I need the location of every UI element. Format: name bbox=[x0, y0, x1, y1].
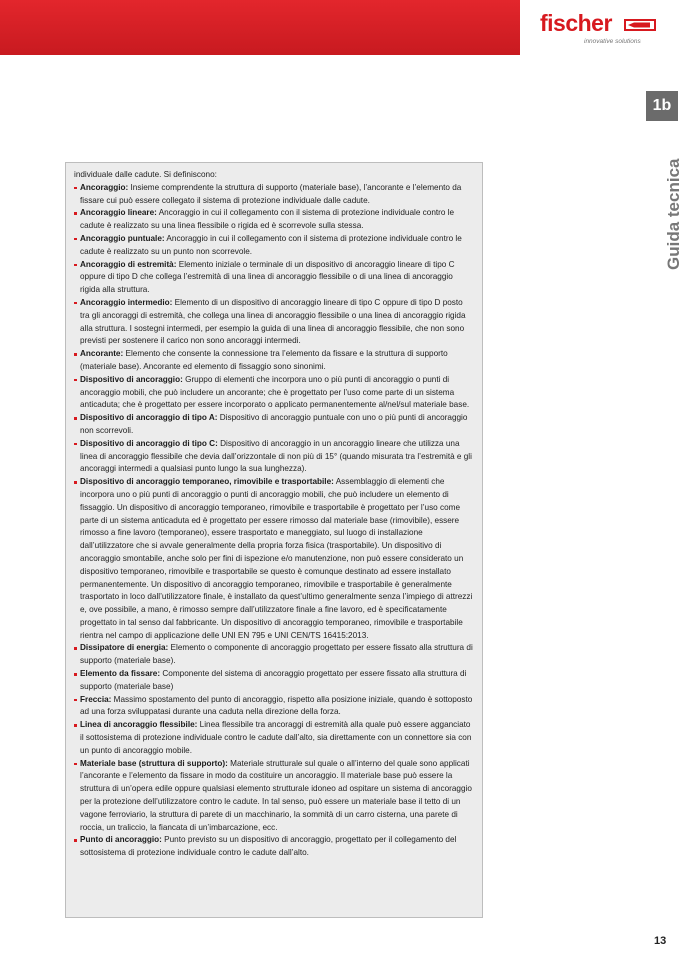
glossary-definition: Insieme comprendente la struttura di supporto (materiale base), l’ancorante e l’elemento da fissare cui può essere collegato il sistema di protezione individuale dalle cadute. bbox=[80, 182, 462, 205]
glossary-term: Ancorante: bbox=[80, 349, 124, 359]
glossary-term: Ancoraggio puntuale: bbox=[80, 233, 165, 243]
glossary-item bbox=[74, 834, 474, 860]
glossary-definition: Materiale strutturale sul quale o all’interno del quale sono applicati l’ancorante e l’elemento da fissare in modo da costituire un ancoraggio. Il materiale base può essere la struttura di un’opera edile oppure qualsiasi elemento strutturale idoneo ad ospitare un sistema di ancoraggio per la protezione dell’utilizzatore contro le cadute. In tal senso, può essere un materiale base il tetto di un vagone ferroviario, la struttura di parete di un macchinario, la sommità di un carro cisterna, una parete di roccia, un traliccio, la fiancata di un’imbarcazione, ecc. bbox=[80, 758, 472, 832]
header-red-band bbox=[0, 0, 520, 55]
glossary-term: Dispositivo di ancoraggio: bbox=[80, 374, 183, 384]
glossary-definition: Massimo spostamento del punto di ancoraggio, rispetto alla posizione iniziale, quando è sottoposto ad una forza sviluppatasi durante una caduta nella direzione della forza. bbox=[80, 694, 473, 717]
glossary-term: Ancoraggio lineare: bbox=[80, 208, 157, 218]
glossary-item bbox=[74, 694, 474, 720]
glossary-definition: Ancoraggio in cui il collegamento con il sistema di protezione individuale contro le cadute è realizzato su una linea flessibile o rigida ed è scorrevole sulla stessa. bbox=[80, 208, 455, 231]
glossary-definition: Elemento o componente di ancoraggio progettato per essere fissato alla struttura di supporto (materiale base). bbox=[80, 643, 473, 666]
glossary-item bbox=[74, 668, 474, 694]
glossary-definition: Assemblaggio di elementi che incorpora uno o più punti di ancoraggio o punti di ancoraggio mobili, che può includere un elemento di fissaggio. Un dispositivo di ancoraggio temporaneo, rimovibile e trasportabile è progettato per l’uso come parte di un sistema anticaduta ed è progettato per essere rimosso dal materiale base (rimovibile), essere rimosso a fine lavoro (temporaneo), essere trasportato e maneggiato, sul luogo di installazione dall’utilizzatore che si avvale generalmente della propria forza fisica (trasportabile). Un dispositivo di ancoraggio smontabile, anche solo per fini di ispezione e/o manutenzione, non può essere considerato un dispositivo temporaneo, rimovibile e trasportabile se questo è comunque destinato ad essere installato permanentemente. Un dispositivo di ancoraggio temporaneo, rimovibile e trasportabile è generalmente trasportato in loco dall’utilizzatore finale, è installato da quest’ultimo generalmente senza l’impiego di attrezzi e, ove possibile, a mano, è rimosso sempre dall’utilizzatore finale a fine lavoro, ed è specificatamente progettato in tal senso dal fabbricante. Un dispositivo di ancoraggio temporaneo, rimovibile e trasportabile rientra nel campo di applicazione delle UNI EN 795 e UNI CEN/TS 16415:2013. bbox=[80, 477, 473, 640]
glossary-list bbox=[74, 182, 474, 860]
glossary-term: Punto di ancoraggio: bbox=[80, 835, 162, 845]
glossary-term: Ancoraggio: bbox=[80, 182, 129, 192]
glossary-item bbox=[74, 297, 474, 348]
glossary-term: Ancoraggio intermedio: bbox=[80, 297, 173, 307]
glossary-definition: Punto previsto su un dispositivo di ancoraggio, progettato per il collegamento del sottosistema di protezione individuale contro le cadute dall’alto. bbox=[80, 835, 457, 858]
glossary-definition: Gruppo di elementi che incorpora uno o più punti di ancoraggio o punti di ancoraggio mobili, che può includere un ancorante; che è progettato per l’uso come parte di un sistema anticaduta; che è progettato per essere incorporato o applicato permanentemente al/nel/sul materiale base. bbox=[80, 374, 470, 410]
glossary-term: Dispositivo di ancoraggio di tipo C: bbox=[80, 438, 218, 448]
glossary-item bbox=[74, 182, 474, 208]
glossary-definition: Elemento che consente la connessione tra l’elemento da fissare e la struttura di supporto (materiale base). Ancorante ed elemento di fissaggio sono sinonimi. bbox=[80, 349, 448, 371]
glossary-item bbox=[74, 233, 474, 259]
glossary-item bbox=[74, 259, 474, 297]
glossary-term: Dissipatore di energia: bbox=[80, 643, 169, 653]
glossary-term: Elemento da fissare: bbox=[80, 669, 161, 679]
glossary-term: Materiale base (struttura di supporto): bbox=[80, 758, 228, 768]
glossary-item bbox=[74, 476, 474, 642]
glossary-item bbox=[74, 348, 474, 374]
side-section-label-text: Guida tecnica bbox=[664, 158, 683, 270]
brand-tagline: innovative solutions bbox=[584, 38, 641, 45]
glossary-term: Linea di ancoraggio flessibile: bbox=[80, 720, 198, 730]
glossary-term: Freccia: bbox=[80, 694, 112, 704]
glossary-term: Ancoraggio di estremità: bbox=[80, 259, 177, 269]
glossary-item bbox=[74, 438, 474, 476]
glossary-definition: Ancoraggio in cui il collegamento con il sistema di protezione individuale contro le cadute è realizzato su un punto non scorrevole. bbox=[80, 233, 462, 256]
side-section-label bbox=[652, 130, 683, 270]
glossary-term: Dispositivo di ancoraggio temporaneo, rimovibile e trasportabile: bbox=[80, 477, 334, 487]
glossary-definition: Linea flessibile tra ancoraggi di estremità alla quale può essere agganciato il sottosistema di protezione individuale contro le cadute dall’alto, sia direttamente con un connettore sia con un punto di ancoraggio mobile. bbox=[80, 720, 472, 755]
glossary-definition: Dispositivo di ancoraggio in un ancoraggio lineare che utilizza una linea di ancoraggio flessibile che devia dall’orizzontale di non più di 15° (quando misurata tra l’estremità e gli ancoraggi intermedi a qualsiasi punto lungo la sua lunghezza). bbox=[80, 438, 472, 474]
glossary-definition: Dispositivo di ancoraggio puntuale con uno o più punti di ancoraggio non scorrevoli. bbox=[80, 413, 468, 435]
glossary-item bbox=[74, 412, 474, 438]
glossary-item bbox=[74, 207, 474, 233]
glossary-definition: Elemento iniziale o terminale di un dispositivo di ancoraggio lineare di tipo C oppure di tipo D che collega l’estremità di una linea di ancoraggio flessibile o di una linea di ancoraggio rigida alla struttura. bbox=[80, 259, 455, 295]
brand-logo-text: fischer bbox=[540, 10, 612, 36]
glossary-item bbox=[74, 719, 474, 757]
glossary-intro: individuale dalle cadute. Si definiscono: bbox=[74, 170, 217, 179]
glossary-term: Dispositivo di ancoraggio di tipo A: bbox=[80, 413, 218, 423]
glossary-item bbox=[74, 758, 474, 835]
glossary-definition: Componente del sistema di ancoraggio progettato per essere fissato alla struttura di supporto (materiale base) bbox=[80, 669, 467, 691]
glossary-box bbox=[65, 162, 483, 918]
glossary-item bbox=[74, 374, 474, 412]
page-number: 13 bbox=[654, 935, 667, 947]
glossary-definition: Elemento di un dispositivo di ancoraggio lineare di tipo C oppure di tipo D posto tra gli ancoraggi di estremità, che collega una linea di ancoraggio flessibile o una linea di ancoraggio rigida alla struttura. I sostegni intermedi, per esempio la guida di una linea di ancoraggio flessibile, che non sono previsti per sostenere il carico non sono ancoraggi intermedi. bbox=[80, 297, 466, 346]
section-tab-number: 1b bbox=[646, 91, 678, 121]
brand-logo-icon bbox=[624, 19, 656, 31]
glossary-item bbox=[74, 642, 474, 668]
